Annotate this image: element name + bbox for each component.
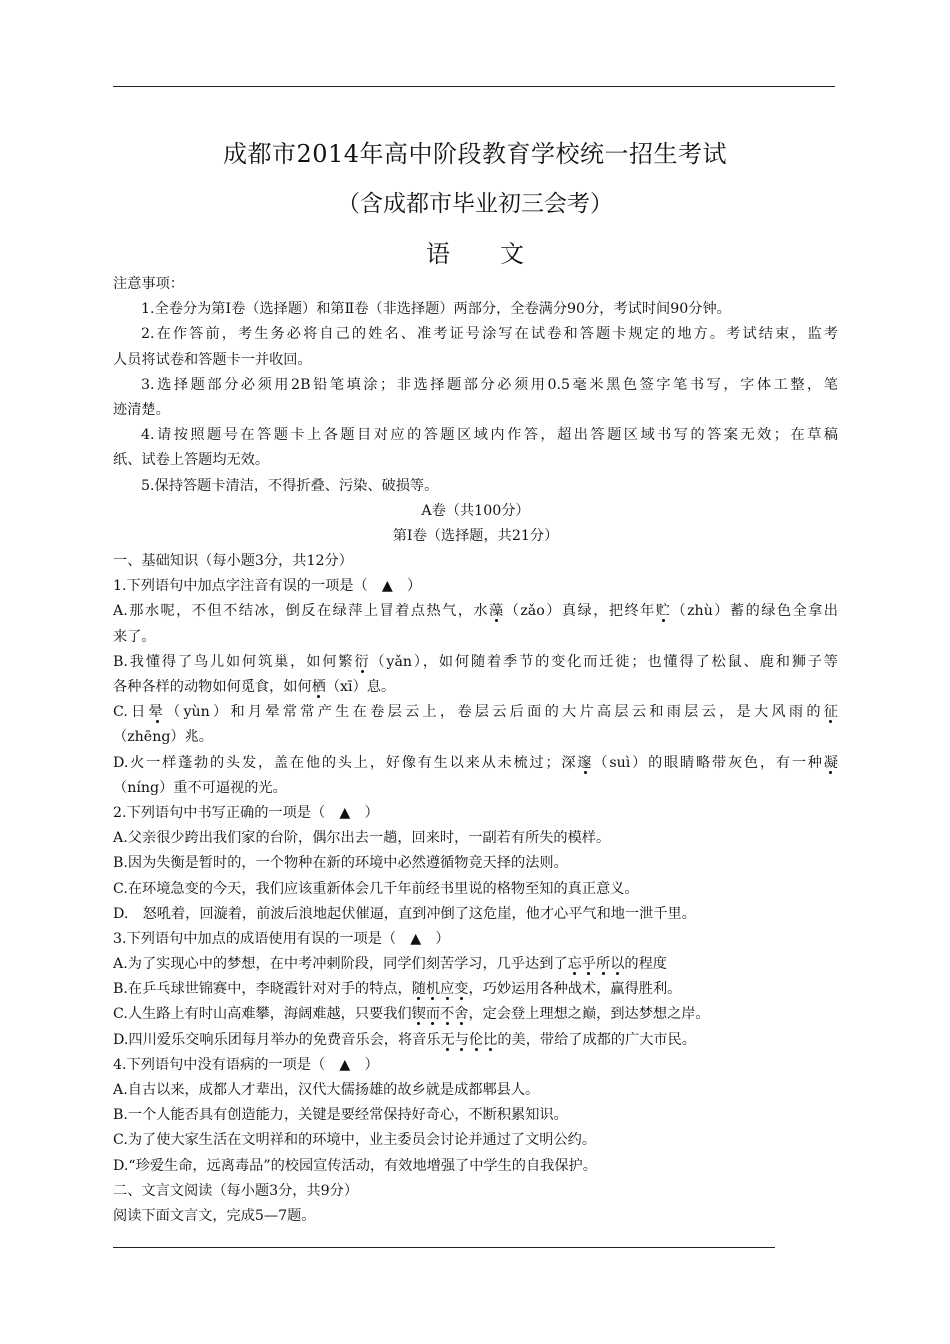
question-1-option-a: A.那水呢，不但不结冰，倒反在绿萍上冒着点热气，水藻（zǎo）真绿，把终年贮（zhù）蓄的绿色全拿出 xyxy=(113,603,838,620)
question-2-option-c: C.在环境急变的今天，我们应该重新体会几千年前经书里说的格物至知的真正意义。 xyxy=(113,880,639,897)
question-3-option-d: D.四川爱乐交响乐团每月举办的免费音乐会，将音乐无与伦比的美，带给了成都的广大市民。 xyxy=(113,1031,696,1048)
dotted-idiom: 锲而不舍 xyxy=(411,1006,469,1023)
exam-subtitle: （含成都市毕业初三会考） xyxy=(337,191,613,217)
section-1-heading: 一、基础知识（每小题3分，共12分） xyxy=(113,553,353,570)
question-1-stem: 1.下列语句中加点字注音有误的一项是（ ▲ ） xyxy=(113,578,422,595)
part-a-heading: A卷（共100分） xyxy=(421,502,530,519)
question-1-option-c-cont: （zhēng）兆。 xyxy=(113,729,213,746)
question-3-option-c: C.人生路上有时山高难攀，海阔难越，只要我们锲而不舍，定会登上理想之巅，到达梦想之岸。 xyxy=(113,1006,710,1023)
question-4-option-b: B.一个人能否具有创造能力，关键是要经常保持好奇心，不断积累知识。 xyxy=(113,1107,568,1124)
dotted-idiom: 忘乎所以 xyxy=(567,956,625,973)
notice-heading: 注意事项： xyxy=(113,276,184,292)
exam-title: 成都市2014年高中阶段教育学校统一招生考试 xyxy=(222,140,728,168)
subject-char-1: 语 xyxy=(426,240,450,268)
notice-item-4-cont: 纸、试卷上答题均无效。 xyxy=(113,452,270,469)
notice-item-2-cont: 人员将试卷和答题卡一并收回。 xyxy=(113,351,312,368)
question-3-option-b: B.在乒乓球世锦赛中，李晓霞针对对手的特点，随机应变，巧妙运用各种战术，赢得胜利。 xyxy=(113,981,682,998)
question-3-option-a: A.为了实现心中的梦想，在中考冲刺阶段，同学们刻苦学习，几乎达到了忘乎所以的程度 xyxy=(113,956,667,973)
notice-item-3: 3.选择题部分必须用2B铅笔填涂；非选择题部分必须用0.5毫米黑色签字笔书写，字体工整，笔 xyxy=(141,376,838,393)
dotted-idiom: 随机应变 xyxy=(411,981,469,998)
exam-body xyxy=(113,272,838,1229)
question-4-stem: 4.下列语句中没有语病的一项是（ ▲ ） xyxy=(113,1056,379,1073)
question-4-option-a: A.自古以来，成都人才辈出，汉代大儒扬雄的故乡就是成都郫县人。 xyxy=(113,1082,540,1098)
bottom-rule xyxy=(113,1247,775,1248)
notice-item-5: 5.保持答题卡清洁，不得折叠、污染、破损等。 xyxy=(141,477,439,494)
subject-title xyxy=(0,234,950,269)
question-2-stem: 2.下列语句中书写正确的一项是（ ▲ ） xyxy=(113,804,379,821)
top-rule xyxy=(113,86,835,87)
question-1-option-b: B.我懂得了鸟儿如何筑巢，如何繁衍（yǎn），如何随着季节的变化而迁徙；也懂得了松鼠、鹿和狮子等 xyxy=(113,653,838,670)
question-4-option-d: D.“珍爱生命，远离毒品”的校园宣传活动，有效地增强了中学生的自我保护。 xyxy=(113,1157,597,1174)
question-2-option-a: A.父亲很少跨出我们家的台阶，偶尔出去一趟，回来时，一副若有所失的模样。 xyxy=(113,830,611,847)
notice-item-3-cont: 迹清楚。 xyxy=(113,401,170,418)
section-2-heading: 二、文言文阅读（每小题3分，共9分） xyxy=(113,1182,359,1199)
question-2-option-d: D. 怒吼着，回漩着，前波后浪地起伏催逼，直到冲倒了这危崖，他才心平气和地一泄千里。 xyxy=(113,905,696,922)
notice-item-2: 2.在作答前，考生务必将自己的姓名、准考证号涂写在试卷和答题卡规定的地方。考试结束，监考 xyxy=(141,326,838,343)
question-1-option-b-cont: 各种各样的动物如何觅食，如何栖（xī）息。 xyxy=(113,679,396,695)
question-1-option-a-cont: 来了。 xyxy=(113,628,156,645)
question-1-option-c: C.日晕（yùn）和月晕常常产生在卷层云上，卷层云后面的大片高层云和雨层云，是大风雨的征 xyxy=(113,704,838,721)
notice-item-1: 1.全卷分为第Ⅰ卷（选择题）和第Ⅱ卷（非选择题）两部分，全卷满分90分，考试时间90分钟。 xyxy=(141,301,731,318)
subject-char-2: 文 xyxy=(500,240,524,268)
question-2-option-b: B.因为失衡是暂时的，一个物种在新的环境中必然遵循物竞天择的法则。 xyxy=(113,855,568,872)
volume-1-heading: 第Ⅰ卷（选择题，共21分） xyxy=(392,527,559,544)
question-4-option-c: C.为了使大家生活在文明祥和的环境中，业主委员会讨论并通过了文明公约。 xyxy=(113,1132,597,1149)
dotted-idiom: 无与伦比 xyxy=(440,1031,498,1048)
notice-item-4: 4.请按照题号在答题卡上各题目对应的答题区域内作答，超出答题区域书写的答案无效；在草稿 xyxy=(141,427,838,444)
reading-intro: 阅读下面文言文，完成5—7题。 xyxy=(113,1207,316,1224)
question-1-option-d: D.火一样蓬勃的头发，盖在他的头上，好像有生以来从未梳过；深邃（suì）的眼睛略带灰色，有一种凝 xyxy=(113,754,838,771)
question-3-stem: 3.下列语句中加点的成语使用有误的一项是（ ▲ ） xyxy=(113,930,450,947)
question-1-option-d-cont: （níng）重不可逼视的光。 xyxy=(113,779,287,796)
